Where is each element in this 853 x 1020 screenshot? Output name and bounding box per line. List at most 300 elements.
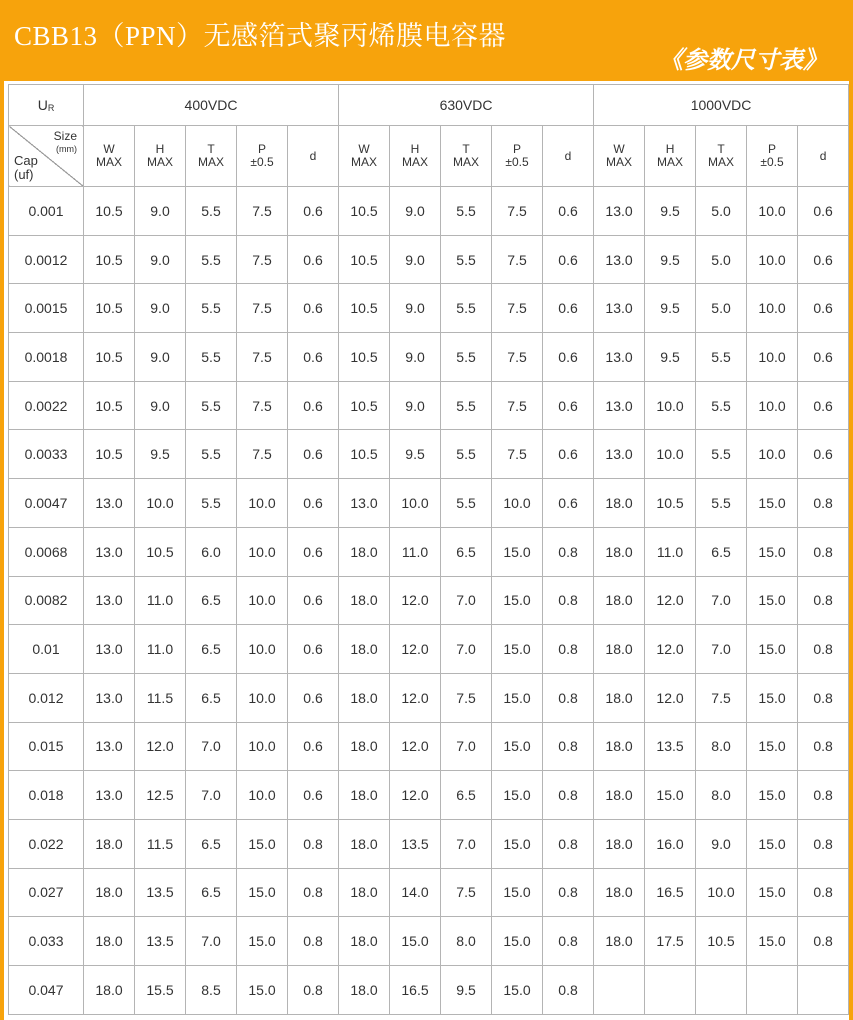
value-cell: 10.5: [339, 430, 390, 479]
value-cell: 9.5: [441, 966, 492, 1015]
value-cell: 5.5: [186, 333, 237, 382]
sub-header-label: T: [717, 142, 725, 156]
value-cell: 5.0: [696, 187, 747, 236]
table-row: [9, 917, 849, 966]
value-cell: 9.5: [135, 430, 186, 479]
value-cell: 13.0: [594, 235, 645, 284]
value-cell: 0.8: [798, 479, 849, 528]
table-row: [9, 576, 849, 625]
value-cell: 8.0: [696, 771, 747, 820]
value-cell: 18.0: [84, 966, 135, 1015]
value-cell: 0.6: [288, 381, 339, 430]
value-cell: 0.8: [543, 917, 594, 966]
sub-header-h-2: [645, 126, 696, 187]
capacitance-cell: 0.033: [9, 917, 84, 966]
sub-header-unit: MAX: [606, 155, 633, 169]
capacitance-cell: 0.0068: [9, 527, 84, 576]
value-cell: 14.0: [390, 868, 441, 917]
value-cell: 12.0: [135, 722, 186, 771]
value-cell: [747, 966, 798, 1015]
size-unit: (mm): [56, 144, 77, 154]
value-cell: 7.5: [237, 235, 288, 284]
value-cell: 6.5: [441, 527, 492, 576]
value-cell: 18.0: [84, 917, 135, 966]
value-cell: 13.5: [645, 722, 696, 771]
value-cell: 10.0: [747, 381, 798, 430]
value-cell: 5.5: [186, 430, 237, 479]
table-row: [9, 819, 849, 868]
capacitance-cell: 0.015: [9, 722, 84, 771]
value-cell: 10.0: [747, 187, 798, 236]
value-cell: 0.8: [798, 673, 849, 722]
value-cell: 6.5: [441, 771, 492, 820]
sub-header-d-1: [543, 126, 594, 187]
capacitance-cell: 0.018: [9, 771, 84, 820]
value-cell: 13.0: [84, 722, 135, 771]
value-cell: 13.0: [594, 381, 645, 430]
value-cell: 0.6: [798, 430, 849, 479]
value-cell: 12.0: [645, 576, 696, 625]
table-row: [9, 527, 849, 576]
value-cell: 15.0: [492, 576, 543, 625]
value-cell: 13.0: [594, 187, 645, 236]
value-cell: 10.5: [645, 479, 696, 528]
value-cell: 7.5: [237, 333, 288, 382]
value-cell: 5.5: [441, 430, 492, 479]
value-cell: 6.5: [186, 868, 237, 917]
value-cell: 0.8: [798, 527, 849, 576]
value-cell: 9.0: [390, 187, 441, 236]
capacitance-cell: 0.0015: [9, 284, 84, 333]
value-cell: 0.8: [798, 625, 849, 674]
value-cell: 8.5: [186, 966, 237, 1015]
value-cell: 12.0: [645, 673, 696, 722]
value-cell: 9.5: [390, 430, 441, 479]
capacitance-cell: 0.001: [9, 187, 84, 236]
value-cell: 0.6: [543, 333, 594, 382]
value-cell: 5.5: [441, 479, 492, 528]
value-cell: 10.0: [645, 430, 696, 479]
value-cell: 15.0: [747, 527, 798, 576]
value-cell: 13.5: [390, 819, 441, 868]
value-cell: 13.0: [339, 479, 390, 528]
value-cell: 18.0: [594, 819, 645, 868]
value-cell: 0.8: [543, 819, 594, 868]
table-row: [9, 235, 849, 284]
value-cell: 18.0: [594, 673, 645, 722]
value-cell: 0.6: [288, 430, 339, 479]
value-cell: 15.0: [237, 819, 288, 868]
sub-header-unit: ±0.5: [760, 155, 784, 169]
value-cell: 18.0: [339, 527, 390, 576]
sub-header-t-1: [441, 126, 492, 187]
dimension-header-row: [9, 126, 849, 187]
sub-header-label: H: [155, 142, 165, 156]
value-cell: 10.5: [84, 187, 135, 236]
value-cell: 13.0: [84, 771, 135, 820]
value-cell: 5.0: [696, 284, 747, 333]
value-cell: 15.0: [492, 673, 543, 722]
value-cell: 10.0: [237, 625, 288, 674]
sub-header-unit: ±0.5: [505, 155, 529, 169]
value-cell: 18.0: [594, 868, 645, 917]
value-cell: 15.0: [747, 673, 798, 722]
sub-header-t-0: [186, 126, 237, 187]
capacitance-cell: 0.0082: [9, 576, 84, 625]
sub-header-label: H: [665, 142, 675, 156]
value-cell: 5.5: [696, 333, 747, 382]
value-cell: 10.0: [747, 235, 798, 284]
value-cell: 12.0: [390, 576, 441, 625]
value-cell: 5.5: [186, 284, 237, 333]
sub-header-label: P: [768, 142, 777, 156]
value-cell: 0.6: [798, 284, 849, 333]
value-cell: 18.0: [339, 917, 390, 966]
value-cell: 0.8: [798, 917, 849, 966]
cap-label: [14, 154, 38, 182]
value-cell: 7.5: [237, 381, 288, 430]
value-cell: 7.0: [441, 625, 492, 674]
value-cell: 10.0: [390, 479, 441, 528]
table-row: [9, 284, 849, 333]
value-cell: 0.8: [798, 722, 849, 771]
value-cell: 10.0: [237, 479, 288, 528]
value-cell: 10.5: [84, 333, 135, 382]
value-cell: [645, 966, 696, 1015]
value-cell: 5.5: [186, 381, 237, 430]
value-cell: 10.5: [696, 917, 747, 966]
value-cell: 7.0: [696, 576, 747, 625]
sub-header-p-2: [747, 126, 798, 187]
sub-header-unit: MAX: [197, 155, 224, 169]
value-cell: 11.0: [390, 527, 441, 576]
capacitance-cell: 0.0012: [9, 235, 84, 284]
voltage-630-header: 630VDC: [339, 85, 594, 126]
value-cell: 12.5: [135, 771, 186, 820]
value-cell: 0.6: [288, 576, 339, 625]
value-cell: 5.5: [696, 430, 747, 479]
value-cell: 0.8: [798, 868, 849, 917]
value-cell: 0.6: [288, 187, 339, 236]
value-cell: 15.0: [645, 771, 696, 820]
value-cell: 0.8: [288, 966, 339, 1015]
value-cell: 10.0: [492, 479, 543, 528]
value-cell: 0.6: [798, 235, 849, 284]
value-cell: 5.5: [186, 235, 237, 284]
capacitance-cell: 0.0047: [9, 479, 84, 528]
value-cell: 10.5: [339, 187, 390, 236]
value-cell: 15.0: [492, 868, 543, 917]
value-cell: 7.0: [441, 819, 492, 868]
value-cell: 15.0: [237, 966, 288, 1015]
value-cell: 0.8: [543, 771, 594, 820]
value-cell: 10.5: [135, 527, 186, 576]
value-cell: 9.0: [135, 333, 186, 382]
sub-header-t-2: [696, 126, 747, 187]
value-cell: 18.0: [594, 576, 645, 625]
value-cell: 0.6: [543, 430, 594, 479]
value-cell: 10.0: [237, 576, 288, 625]
value-cell: 13.0: [84, 625, 135, 674]
value-cell: 11.0: [645, 527, 696, 576]
sub-header-label: T: [207, 142, 215, 156]
value-cell: 0.8: [288, 819, 339, 868]
sub-header-h-0: [135, 126, 186, 187]
value-cell: 7.0: [696, 625, 747, 674]
value-cell: 15.0: [237, 917, 288, 966]
value-cell: 6.5: [186, 625, 237, 674]
value-cell: 6.5: [186, 673, 237, 722]
sub-header-w-0: [84, 126, 135, 187]
value-cell: 10.0: [747, 430, 798, 479]
ur-label: U: [37, 97, 48, 113]
value-cell: 0.6: [288, 479, 339, 528]
table-row: [9, 479, 849, 528]
value-cell: 15.0: [492, 722, 543, 771]
sub-header-p-1: [492, 126, 543, 187]
sub-header-unit: MAX: [453, 155, 480, 169]
value-cell: 15.0: [747, 819, 798, 868]
capacitance-cell: 0.027: [9, 868, 84, 917]
value-cell: 13.0: [84, 479, 135, 528]
value-cell: 13.0: [594, 284, 645, 333]
value-cell: 17.5: [645, 917, 696, 966]
value-cell: 11.0: [135, 576, 186, 625]
value-cell: 15.0: [492, 771, 543, 820]
value-cell: 16.5: [390, 966, 441, 1015]
sub-header-unit: MAX: [657, 155, 684, 169]
value-cell: 9.5: [645, 284, 696, 333]
value-cell: 18.0: [339, 966, 390, 1015]
value-cell: 0.6: [288, 527, 339, 576]
value-cell: 7.5: [492, 381, 543, 430]
sub-header-w-1: [339, 126, 390, 187]
page-title: CBB13（PPN）无感箔式聚丙烯膜电容器: [14, 21, 507, 51]
value-cell: 7.5: [492, 187, 543, 236]
value-cell: 8.0: [441, 917, 492, 966]
value-cell: 10.5: [84, 235, 135, 284]
sub-header-p-0: [237, 126, 288, 187]
value-cell: 0.8: [543, 625, 594, 674]
capacitance-cell: 0.0022: [9, 381, 84, 430]
value-cell: 15.5: [135, 966, 186, 1015]
value-cell: 10.5: [84, 430, 135, 479]
value-cell: 7.5: [237, 430, 288, 479]
value-cell: 6.5: [186, 819, 237, 868]
value-cell: 7.0: [441, 576, 492, 625]
value-cell: 0.6: [543, 187, 594, 236]
capacitance-cell: 0.047: [9, 966, 84, 1015]
value-cell: 0.8: [543, 527, 594, 576]
value-cell: 0.6: [288, 625, 339, 674]
value-cell: 11.0: [135, 625, 186, 674]
value-cell: 0.6: [543, 284, 594, 333]
value-cell: 0.6: [543, 479, 594, 528]
value-cell: 9.0: [135, 381, 186, 430]
value-cell: 5.5: [696, 479, 747, 528]
capacitance-cell: 0.0033: [9, 430, 84, 479]
value-cell: 0.6: [798, 381, 849, 430]
value-cell: 18.0: [339, 576, 390, 625]
value-cell: 10.5: [339, 284, 390, 333]
value-cell: 0.8: [288, 868, 339, 917]
spec-sheet: [4, 81, 849, 1020]
value-cell: 0.8: [543, 576, 594, 625]
value-cell: 13.0: [594, 333, 645, 382]
value-cell: 7.5: [492, 284, 543, 333]
value-cell: 12.0: [390, 673, 441, 722]
value-cell: 10.5: [339, 333, 390, 382]
value-cell: 0.6: [288, 235, 339, 284]
value-cell: 10.0: [747, 284, 798, 333]
value-cell: 5.5: [441, 333, 492, 382]
sub-header-label: d: [309, 148, 317, 163]
value-cell: 0.8: [543, 722, 594, 771]
value-cell: 0.6: [798, 333, 849, 382]
value-cell: 18.0: [594, 722, 645, 771]
table-row: [9, 966, 849, 1015]
capacitance-cell: 0.01: [9, 625, 84, 674]
table-row: [9, 868, 849, 917]
value-cell: 18.0: [84, 819, 135, 868]
value-cell: 10.5: [84, 381, 135, 430]
value-cell: 15.0: [747, 625, 798, 674]
sub-header-label: d: [564, 148, 572, 163]
value-cell: 7.5: [237, 187, 288, 236]
value-cell: 13.5: [135, 917, 186, 966]
value-cell: 15.0: [747, 576, 798, 625]
value-cell: 5.5: [696, 381, 747, 430]
capacitance-cell: 0.012: [9, 673, 84, 722]
value-cell: 5.5: [441, 235, 492, 284]
table-row: [9, 625, 849, 674]
value-cell: 18.0: [339, 819, 390, 868]
value-cell: 0.8: [798, 819, 849, 868]
sub-header-label: T: [462, 142, 470, 156]
value-cell: 10.0: [237, 771, 288, 820]
value-cell: 0.6: [543, 235, 594, 284]
parameter-table: [8, 84, 849, 1015]
value-cell: 16.0: [645, 819, 696, 868]
value-cell: 18.0: [594, 479, 645, 528]
value-cell: 0.6: [543, 381, 594, 430]
value-cell: 15.0: [390, 917, 441, 966]
value-cell: 10.5: [339, 381, 390, 430]
value-cell: 5.5: [186, 187, 237, 236]
value-cell: 5.5: [441, 381, 492, 430]
value-cell: 9.0: [135, 284, 186, 333]
voltage-header-row: [9, 85, 849, 126]
capacitance-cell: 0.022: [9, 819, 84, 868]
value-cell: 18.0: [339, 868, 390, 917]
value-cell: 6.5: [186, 576, 237, 625]
value-cell: 11.5: [135, 673, 186, 722]
value-cell: 0.8: [798, 576, 849, 625]
value-cell: 18.0: [339, 722, 390, 771]
value-cell: 18.0: [84, 868, 135, 917]
table-row: [9, 771, 849, 820]
value-cell: 18.0: [339, 625, 390, 674]
value-cell: 10.0: [135, 479, 186, 528]
value-cell: 0.6: [288, 284, 339, 333]
value-cell: [594, 966, 645, 1015]
table-row: [9, 722, 849, 771]
value-cell: 7.5: [492, 333, 543, 382]
value-cell: 9.0: [696, 819, 747, 868]
value-cell: 12.0: [390, 625, 441, 674]
value-cell: 7.0: [186, 722, 237, 771]
value-cell: 5.5: [441, 284, 492, 333]
sub-header-label: H: [410, 142, 420, 156]
size-text: Size: [53, 129, 77, 143]
sub-header-d-2: [798, 126, 849, 187]
value-cell: 10.0: [696, 868, 747, 917]
page-subtitle: 《参数尺寸表》: [659, 48, 827, 74]
value-cell: 9.5: [645, 333, 696, 382]
value-cell: 9.5: [645, 187, 696, 236]
size-label: [54, 130, 77, 155]
value-cell: 13.0: [84, 527, 135, 576]
sub-header-unit: MAX: [95, 155, 122, 169]
value-cell: 15.0: [237, 868, 288, 917]
sub-header-unit: MAX: [146, 155, 173, 169]
value-cell: 0.8: [543, 966, 594, 1015]
table-row: [9, 673, 849, 722]
value-cell: 9.0: [390, 333, 441, 382]
table-row: [9, 381, 849, 430]
value-cell: 9.0: [390, 284, 441, 333]
sub-header-unit: MAX: [402, 155, 429, 169]
value-cell: 15.0: [492, 527, 543, 576]
sub-header-unit: MAX: [708, 155, 735, 169]
value-cell: 10.0: [237, 722, 288, 771]
sub-header-w-2: [594, 126, 645, 187]
ur-subscript: R: [47, 103, 55, 113]
value-cell: 0.8: [288, 917, 339, 966]
value-cell: 5.0: [696, 235, 747, 284]
value-cell: 9.5: [645, 235, 696, 284]
value-cell: 10.0: [237, 673, 288, 722]
voltage-400-header: 400VDC: [84, 85, 339, 126]
value-cell: [798, 966, 849, 1015]
value-cell: 7.0: [186, 771, 237, 820]
value-cell: 15.0: [492, 917, 543, 966]
value-cell: 0.6: [288, 673, 339, 722]
value-cell: 15.0: [747, 917, 798, 966]
sub-header-h-1: [390, 126, 441, 187]
value-cell: 7.5: [441, 868, 492, 917]
value-cell: 15.0: [747, 771, 798, 820]
sub-header-label: P: [513, 142, 522, 156]
value-cell: 6.5: [696, 527, 747, 576]
sub-header-label: W: [613, 142, 625, 156]
sub-header-d-0: [288, 126, 339, 187]
value-cell: 9.0: [390, 381, 441, 430]
value-cell: 13.0: [84, 576, 135, 625]
value-cell: 0.8: [798, 771, 849, 820]
value-cell: 0.8: [543, 673, 594, 722]
cap-text: Cap: [14, 153, 38, 168]
value-cell: 6.0: [186, 527, 237, 576]
value-cell: 0.6: [798, 187, 849, 236]
value-cell: 9.0: [135, 187, 186, 236]
value-cell: 13.0: [594, 430, 645, 479]
value-cell: 7.5: [492, 235, 543, 284]
value-cell: 13.0: [84, 673, 135, 722]
table-row: [9, 430, 849, 479]
value-cell: 15.0: [747, 722, 798, 771]
value-cell: 15.0: [492, 819, 543, 868]
